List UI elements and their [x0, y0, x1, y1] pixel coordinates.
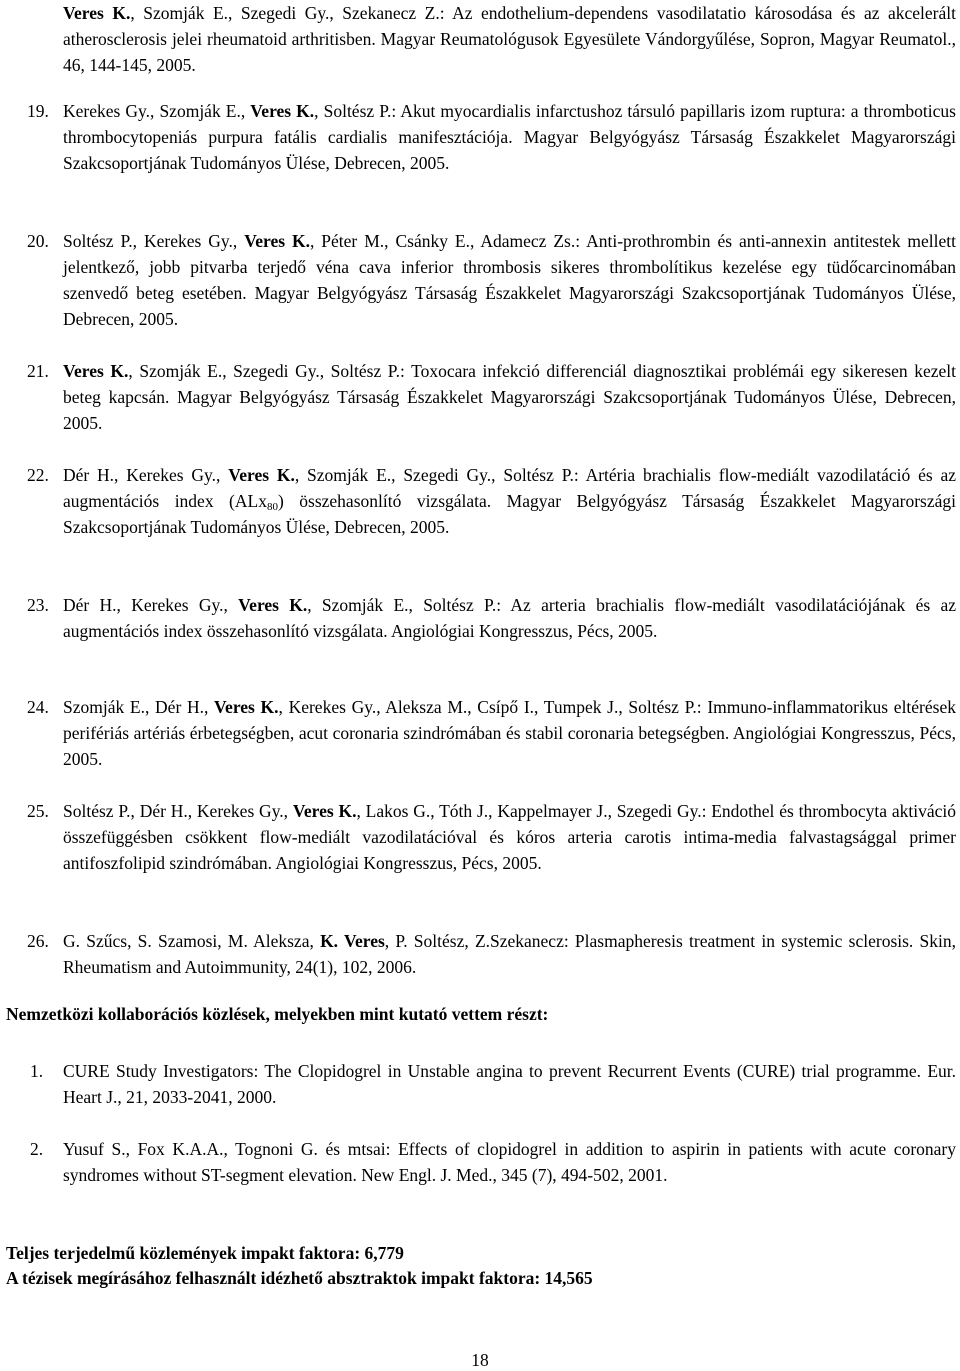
reference-text: : Immuno-inflammatorikus eltérések perifériás artériás érbetegségben, acut coronaria szindrómában és stabil coronaria betegségben. Angiológiai Kongresszus, Pécs, 2005. — [63, 697, 956, 769]
reference-authors: , Szomják E., Szegedi Gy., Soltész P. — [294, 465, 574, 485]
reference-number: 23. — [27, 595, 49, 615]
subscript: 80 — [266, 501, 278, 513]
reference-number: 25. — [27, 801, 49, 821]
reference-item — [27, 694, 956, 772]
reference-authors: , Soltész P. — [314, 101, 392, 121]
author-highlight: Veres K. — [214, 697, 279, 717]
author-highlight: Veres K. — [244, 231, 310, 251]
reference-item — [27, 98, 956, 176]
reference-number: 20. — [27, 231, 49, 251]
reference-item — [27, 462, 956, 540]
reference-authors: , P. Soltész, Z.Szekanecz — [384, 931, 564, 951]
intl-reference-item — [30, 1136, 956, 1188]
author-highlight: Veres K. — [63, 361, 129, 381]
reference-authors: , Lakos G., Tóth J., Kappelmayer J., Szegedi Gy. — [356, 801, 702, 821]
author-highlight: Veres K. — [250, 101, 315, 121]
reference-number: 1. — [30, 1061, 44, 1081]
reference-text: : Artéria brachialis flow-mediált vazodilatáció és az augmentációs index (ALx — [63, 465, 956, 511]
reference-authors: , Szomják E., Soltész P. — [307, 595, 497, 615]
reference-authors: G. Szűcs, S. Szamosi, M. Aleksza, — [63, 931, 321, 951]
reference-continuation — [63, 0, 956, 78]
reference-text: ) összehasonlító vizsgálata. Magyar Belgyógyász Társaság Északkelet Magyarországi Szakcsoportjának Tudományos Ülése, Debrecen, 2005. — [63, 491, 956, 537]
reference-number: 22. — [27, 465, 49, 485]
reference-number: 26. — [27, 931, 49, 951]
section-heading: Nemzetközi kollaborációs közlések, melyekben mint kutató vettem részt: — [6, 1004, 549, 1024]
reference-text: : Anti-prothrombin és anti-annexin antitestek mellett jelentkező, jobb pitvarba terjedő véna cava inferior thrombosis sikeres thrombolítikus kezelése egy tüdőcarcinomában szenvedő beteg esetében. Magyar Belgyógyász Társaság Északkelet Magyarországi Szakcsoportjának Tudományos Ülése, Debrecen, 2005. — [63, 231, 956, 329]
reference-text: : Az arteria brachialis flow-mediált vasodilatációjának és az augmentációs index összehasonlító vizsgálata. Angiológiai Kongresszus, Pécs, 2005. — [63, 595, 956, 641]
reference-text: : Az endothelium-dependens vasodilatatio károsodása és az akcelerált atherosclerosis jelei rheumatoid arthritisben. Magyar Reumatológusok Egyesülete Vándorgyűlése, Sopron, Magyar Reumatol., 46, 144-145, 2005. — [63, 3, 957, 75]
impact-factor-abstracts: A tézisek megírásához felhasznált idézhető absztraktok impakt faktora: 14,565 — [6, 1268, 593, 1288]
reference-authors: Dér H., Kerekes Gy., — [63, 465, 229, 485]
reference-item — [27, 798, 956, 876]
author-highlight: K. Veres — [320, 931, 385, 951]
author-highlight: Veres K. — [292, 801, 357, 821]
author-highlight: Veres K. — [228, 465, 295, 485]
reference-authors: , Péter M., Csánky E., Adamecz Zs. — [309, 231, 576, 251]
reference-authors: Soltész P., Kerekes Gy., — [63, 231, 245, 251]
author-highlight: Veres K. — [63, 3, 131, 23]
reference-authors: , Szomják E., Szegedi Gy., Szekanecz Z. — [130, 3, 440, 23]
reference-authors: Szomják E., Dér H., — [63, 697, 215, 717]
reference-authors: Kerekes Gy., Szomják E., — [63, 101, 251, 121]
impact-factor-total: Teljes terjedelmű közlemények impakt faktora: 6,779 — [6, 1243, 404, 1263]
reference-authors: Soltész P., Dér H., Kerekes Gy., — [63, 801, 293, 821]
reference-number: 19. — [27, 101, 49, 121]
author-highlight: Veres K. — [238, 595, 308, 615]
reference-authors: , Szomják E., Szegedi Gy., Soltész P. — [128, 361, 400, 381]
reference-number: 24. — [27, 697, 49, 717]
reference-text: CURE Study Investigators: The Clopidogrel in Unstable angina to prevent Recurrent Events (CURE) trial programme. Eur. Heart J., 21, 2033-2041, 2000. — [63, 1061, 956, 1107]
reference-text: Yusuf S., Fox K.A.A., Tognoni G. és mtsai: Effects of clopidogrel in addition to aspirin in patients with acute coronary syndromes without ST-segment elevation. New Engl. J. Med., 345 (7), 494-502, 2001. — [63, 1139, 956, 1185]
reference-number: 2. — [30, 1139, 44, 1159]
reference-text: : Plasmapheresis treatment in systemic sclerosis. Skin, Rheumatism and Autoimmunity, 24(1), 102, 2006. — [63, 931, 956, 977]
reference-text: : Akut myocardialis infarctushoz társuló papillaris izom ruptura: a thromboticus thrombocytopeniás purpura fatális cardialis manifesztációja. Magyar Belgyógyász Társaság Északkelet Magyarországi Szakcsoportjának Tudományos Ülése, Debrecen, 2005. — [63, 101, 956, 173]
intl-reference-item — [30, 1058, 956, 1110]
reference-text: : Toxocara infekció differenciál diagnosztikai problémái egy sikeresen kezelt beteg kapcsán. Magyar Belgyógyász Társaság Északkelet Magyarországi Szakcsoportjának Tudományos Ülése, Debrecen, 2005. — [63, 361, 956, 433]
reference-number: 21. — [27, 361, 49, 381]
reference-item — [27, 228, 956, 332]
reference-authors: Dér H., Kerekes Gy., — [63, 595, 239, 615]
reference-item — [27, 592, 956, 644]
reference-item — [27, 928, 956, 980]
reference-authors: , Kerekes Gy., Aleksza M., Csípő I., Tumpek J., Soltész P. — [278, 697, 697, 717]
page-number: 18 — [471, 1350, 489, 1370]
reference-item — [27, 358, 956, 436]
reference-text: : Endothel és thrombocyta aktiváció összefüggésben csökkent flow-mediált vazodilatációval és kóros arteria carotis intima-media falvastagsággal primer antifoszfolipid szindrómában. Angiológiai Kongresszus, Pécs, 2005. — [63, 801, 956, 873]
